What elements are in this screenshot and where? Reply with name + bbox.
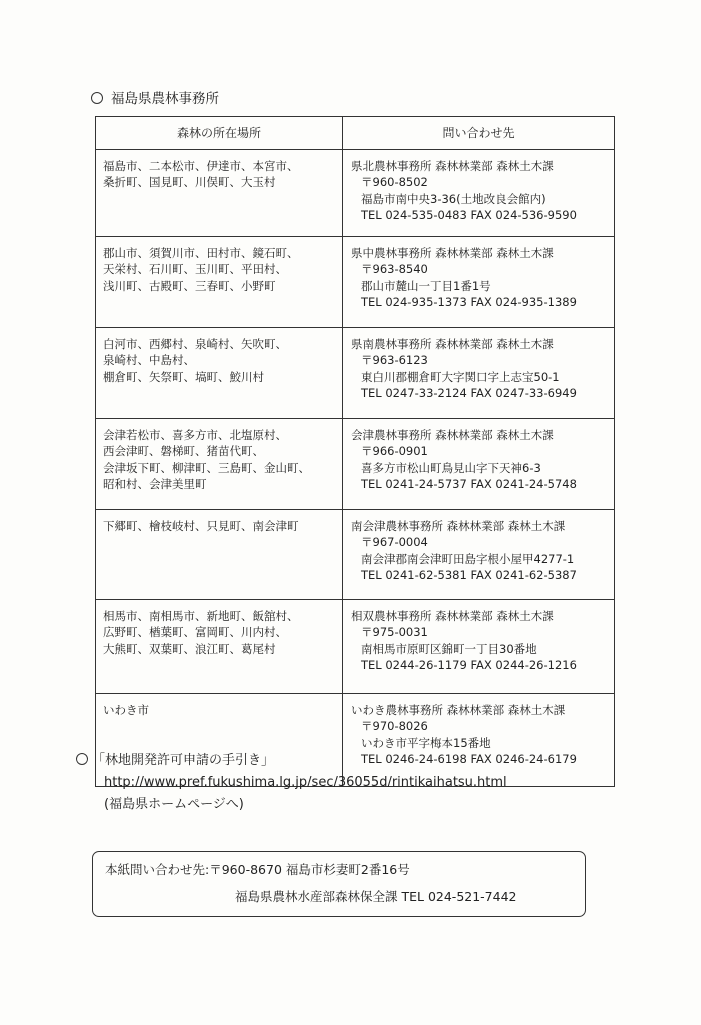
contact-cell	[343, 419, 615, 510]
tel-fax: TEL 024-935-1373 FAX 024-935-1389	[361, 295, 577, 310]
location-cell	[96, 150, 343, 237]
postal-code: 〒975-0031	[361, 625, 428, 640]
location-line: 泉崎村、中島村、	[103, 353, 195, 368]
guide-url[interactable]: http://www.pref.fukushima.lg.jp/sec/36055d/rintikaihatsu.html	[104, 775, 507, 790]
postal-code: 〒963-6123	[361, 353, 428, 368]
office-name: 県北農林事務所 森林林業部 森林土木課	[351, 159, 554, 173]
postal-code: 〒966-0901	[361, 444, 428, 459]
column-header-location: 森林の所在場所	[96, 117, 343, 150]
postal-code: 〒960-8502	[361, 175, 428, 190]
office-address: 喜多方市松山町鳥見山字下天神6-3	[361, 460, 541, 475]
office-name: 県中農林事務所 森林林業部 森林土木課	[351, 246, 554, 260]
contact-cell	[343, 600, 615, 694]
location-cell	[96, 600, 343, 694]
section-heading	[91, 90, 219, 108]
contact-line-2: 福島県農林水産部森林保全課 TEL 024-521-7442	[235, 889, 517, 904]
table-row	[96, 237, 615, 328]
contact-cell	[343, 328, 615, 419]
contact-cell	[343, 237, 615, 328]
tel-fax: TEL 0241-62-5381 FAX 0241-62-5387	[361, 568, 577, 583]
location-line: 郡山市、須賀川市、田村市、鏡石町、	[103, 246, 299, 260]
table-row	[96, 510, 615, 600]
column-header-contact: 問い合わせ先	[343, 117, 615, 150]
section-title: 福島県農林事務所	[111, 91, 219, 107]
guide-title: 「林地開発許可申請の手引き」	[92, 753, 275, 768]
location-line: 広野町、楢葉町、富岡町、川内村、	[103, 625, 287, 640]
contact-cell	[343, 150, 615, 237]
location-line: 天栄村、石川町、玉川町、平田村、	[103, 262, 287, 277]
circle-bullet-icon	[76, 753, 88, 765]
contact-line-1: 本紙問い合わせ先:〒960-8670 福島市杉妻町2番16号	[105, 862, 410, 877]
location-line: 白河市、西郷村、泉崎村、矢吹町、	[103, 337, 287, 351]
tel-fax: TEL 0244-26-1179 FAX 0244-26-1216	[361, 658, 577, 673]
office-name: 県南農林事務所 森林林業部 森林土木課	[351, 337, 554, 351]
office-address: 東白川郡棚倉町大字関口字上志宝50-1	[361, 369, 560, 384]
contact-box	[92, 851, 586, 917]
table-row	[96, 600, 615, 694]
office-name: 相双農林事務所 森林林業部 森林土木課	[351, 609, 554, 623]
tel-fax: TEL 024-535-0483 FAX 024-536-9590	[361, 208, 577, 223]
office-address: 郡山市麓山一丁目1番1号	[361, 278, 491, 293]
table-row	[96, 328, 615, 419]
table-header-row	[96, 117, 615, 150]
location-cell	[96, 419, 343, 510]
table-row	[96, 419, 615, 510]
guide-section	[76, 750, 507, 816]
location-line: 浅川町、古殿町、三春町、小野町	[103, 278, 276, 293]
office-address: いわき市平字梅本15番地	[361, 735, 491, 750]
location-line: 棚倉町、矢祭町、塙町、鮫川村	[103, 369, 264, 384]
office-name: いわき農林事務所 森林林業部 森林土木課	[351, 703, 566, 717]
tel-fax: TEL 0247-33-2124 FAX 0247-33-6949	[361, 386, 577, 401]
contact-cell	[343, 510, 615, 600]
tel-fax: TEL 0246-24-6198 FAX 0246-24-6179	[361, 752, 577, 767]
office-address: 南会津郡南会津町田島字根小屋甲4277-1	[361, 551, 575, 566]
postal-code: 〒970-8026	[361, 719, 428, 734]
table-row	[96, 150, 615, 237]
location-line: 西会津町、磐梯町、猪苗代町、	[103, 444, 264, 459]
tel-fax: TEL 0241-24-5737 FAX 0241-24-5748	[361, 477, 577, 492]
location-line: 大熊町、双葉町、浪江町、葛尾村	[103, 641, 276, 656]
location-cell	[96, 237, 343, 328]
location-line: 下郷町、檜枝岐村、只見町、南会津町	[103, 519, 299, 533]
office-name: 南会津農林事務所 森林林業部 森林土木課	[351, 519, 566, 533]
postal-code: 〒967-0004	[361, 535, 428, 550]
location-line: 相馬市、南相馬市、新地町、飯舘村、	[103, 609, 299, 623]
location-line: いわき市	[103, 703, 149, 717]
office-address: 南相馬市原町区錦町一丁目30番地	[361, 641, 537, 656]
location-line: 桑折町、国見町、川俣町、大玉村	[103, 175, 276, 190]
location-line: 福島市、二本松市、伊達市、本宮市、	[103, 159, 299, 173]
location-cell	[96, 328, 343, 419]
guide-note: (福島県ホームページへ)	[104, 797, 244, 812]
office-name: 会津農林事務所 森林林業部 森林土木課	[351, 428, 554, 442]
location-cell	[96, 510, 343, 600]
office-address: 福島市南中央3-36(土地改良会館内)	[361, 191, 546, 206]
office-contact-table	[95, 116, 615, 787]
circle-bullet-icon	[91, 92, 103, 104]
location-line: 昭和村、会津美里町	[103, 477, 207, 492]
postal-code: 〒963-8540	[361, 262, 428, 277]
location-line: 会津坂下町、柳津町、三島町、金山町、	[103, 460, 310, 475]
location-line: 会津若松市、喜多方市、北塩原村、	[103, 428, 287, 442]
